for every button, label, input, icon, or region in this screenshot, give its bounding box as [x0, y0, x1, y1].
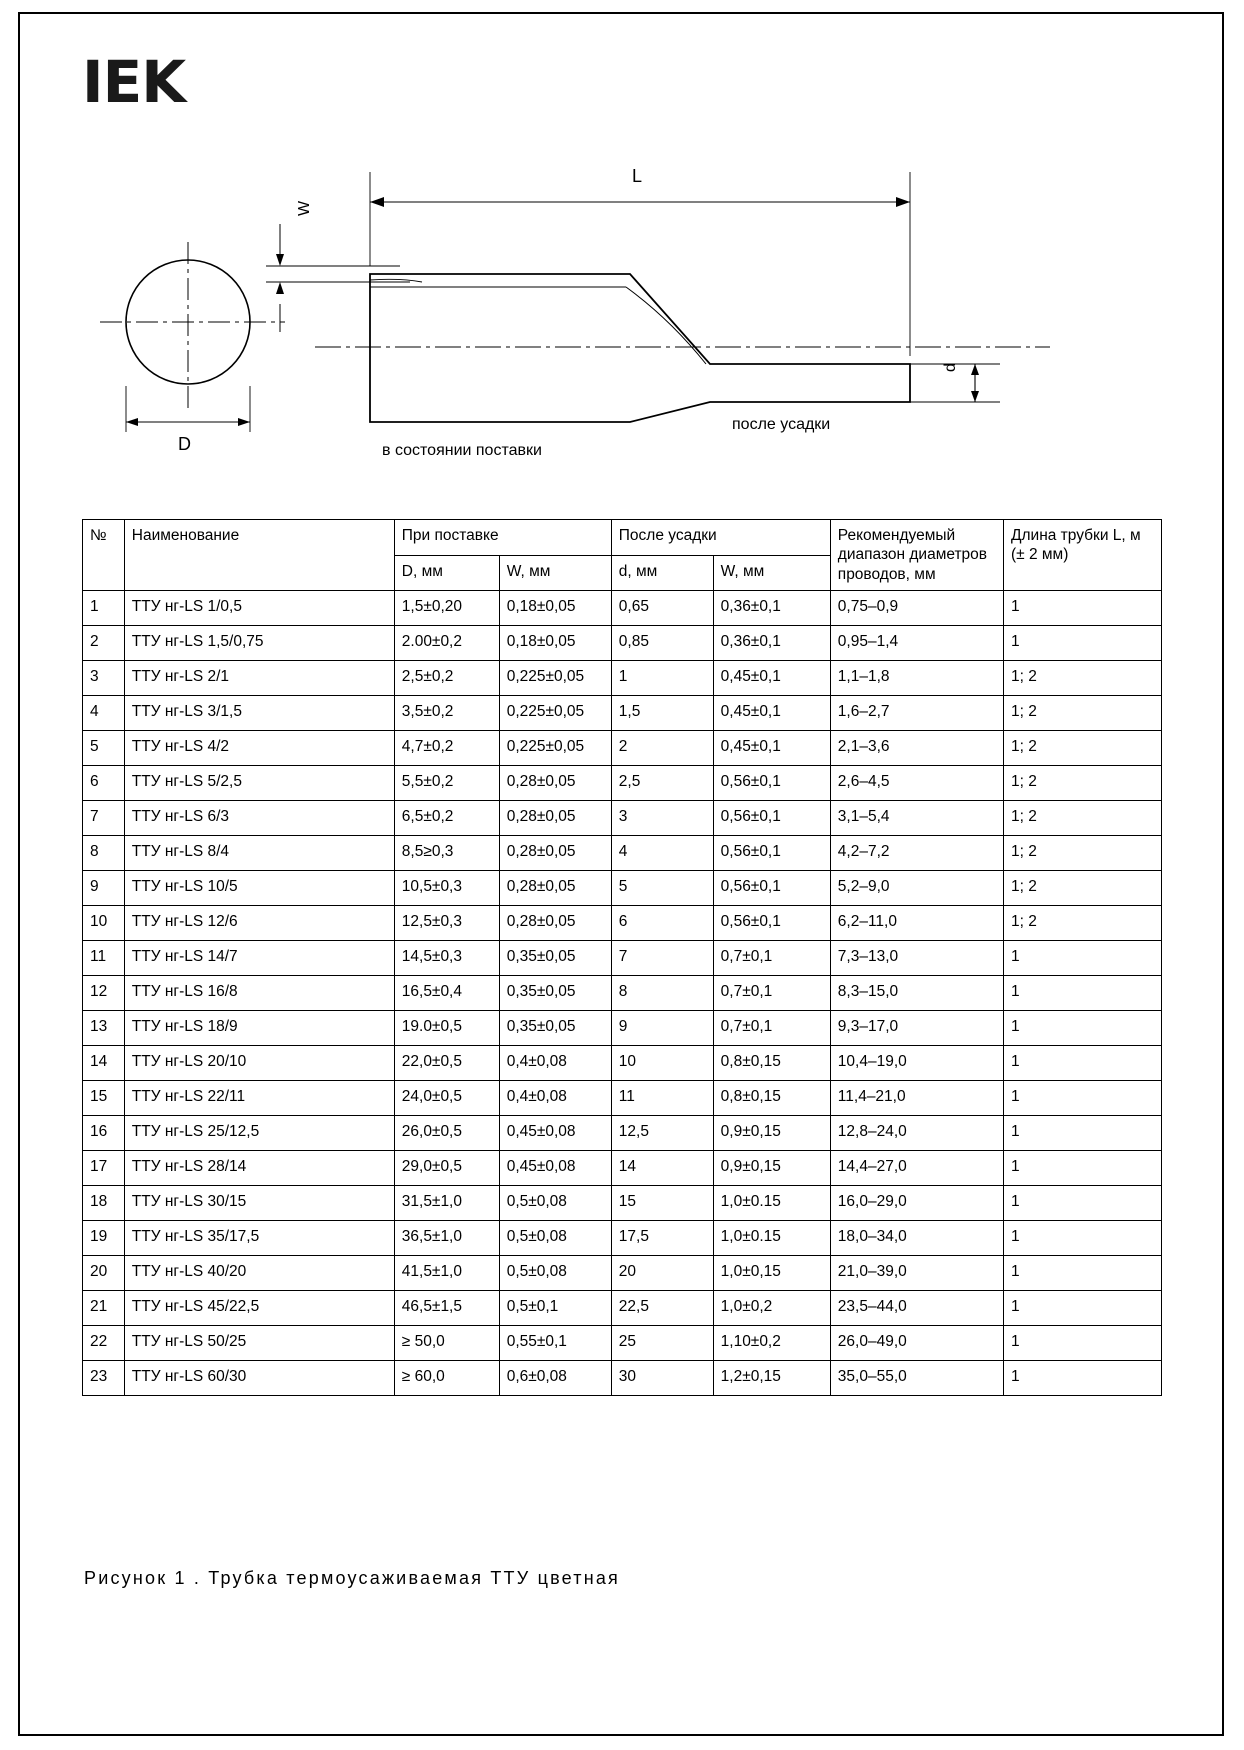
cell-d-supply: ≥ 50,0: [394, 1326, 499, 1361]
cell-d-supply: 19.0±0,5: [394, 1011, 499, 1046]
table-body: [83, 591, 1162, 1396]
table-row: [83, 696, 1162, 731]
table-row: [83, 976, 1162, 1011]
cell-d-shrink: 15: [611, 1186, 713, 1221]
cell-length: 1: [1004, 626, 1162, 661]
cell-name: ТТУ нг-LS 1,5/0,75: [124, 626, 394, 661]
cell-w-shrink: 0,7±0,1: [713, 1011, 830, 1046]
cell-d-supply: 26,0±0,5: [394, 1116, 499, 1151]
cell-num: 6: [83, 766, 125, 801]
cell-range: 9,3–17,0: [830, 1011, 1003, 1046]
table-row: [83, 1081, 1162, 1116]
cell-w-supply: 0,18±0,05: [499, 591, 611, 626]
cell-length: 1: [1004, 1186, 1162, 1221]
cell-length: 1: [1004, 1256, 1162, 1291]
cell-name: ТТУ нг-LS 40/20: [124, 1256, 394, 1291]
cell-range: 8,3–15,0: [830, 976, 1003, 1011]
table-row: [83, 1326, 1162, 1361]
cell-d-shrink: 8: [611, 976, 713, 1011]
cell-name: ТТУ нг-LS 50/25: [124, 1326, 394, 1361]
table-row: [83, 626, 1162, 661]
cell-range: 4,2–7,2: [830, 836, 1003, 871]
cell-d-shrink: 20: [611, 1256, 713, 1291]
cell-d-supply: 31,5±1,0: [394, 1186, 499, 1221]
cell-d-supply: 41,5±1,0: [394, 1256, 499, 1291]
cell-d-supply: 46,5±1,5: [394, 1291, 499, 1326]
header-length: Длина трубки L, м (± 2 мм): [1004, 520, 1162, 591]
table-row: [83, 1046, 1162, 1081]
cell-d-supply: 29,0±0,5: [394, 1151, 499, 1186]
cell-w-supply: 0,18±0,05: [499, 626, 611, 661]
cell-d-supply: 6,5±0,2: [394, 801, 499, 836]
cell-length: 1: [1004, 1011, 1162, 1046]
table-row: [83, 1361, 1162, 1396]
cell-w-supply: 0,55±0,1: [499, 1326, 611, 1361]
cell-length: 1: [1004, 941, 1162, 976]
cell-w-supply: 0,5±0,08: [499, 1256, 611, 1291]
cell-length: 1: [1004, 1326, 1162, 1361]
cell-d-shrink: 11: [611, 1081, 713, 1116]
label-l: L: [632, 166, 643, 186]
cell-d-supply: 1,5±0,20: [394, 591, 499, 626]
cell-length: 1: [1004, 1046, 1162, 1081]
cell-w-shrink: 0,8±0,15: [713, 1046, 830, 1081]
cell-d-supply: 12,5±0,3: [394, 906, 499, 941]
cell-range: 35,0–55,0: [830, 1361, 1003, 1396]
cell-num: 12: [83, 976, 125, 1011]
cell-length: 1: [1004, 1151, 1162, 1186]
cell-length: 1; 2: [1004, 696, 1162, 731]
cell-length: 1; 2: [1004, 661, 1162, 696]
cell-num: 7: [83, 801, 125, 836]
header-d-supply: D, мм: [394, 555, 499, 591]
table-row: [83, 1291, 1162, 1326]
cell-d-shrink: 9: [611, 1011, 713, 1046]
cell-num: 3: [83, 661, 125, 696]
cell-range: 1,6–2,7: [830, 696, 1003, 731]
cell-length: 1; 2: [1004, 731, 1162, 766]
cell-d-supply: 10,5±0,3: [394, 871, 499, 906]
table-row: [83, 836, 1162, 871]
header-w-shrink: W, мм: [713, 555, 830, 591]
cell-w-shrink: 0,9±0,15: [713, 1151, 830, 1186]
cell-name: ТТУ нг-LS 3/1,5: [124, 696, 394, 731]
cell-name: ТТУ нг-LS 5/2,5: [124, 766, 394, 801]
cell-num: 1: [83, 591, 125, 626]
cell-w-supply: 0,225±0,05: [499, 731, 611, 766]
cell-d-shrink: 30: [611, 1361, 713, 1396]
header-name: Наименование: [124, 520, 394, 591]
label-d-small: d: [942, 363, 959, 372]
cell-d-supply: 5,5±0,2: [394, 766, 499, 801]
cell-w-supply: 0,28±0,05: [499, 871, 611, 906]
cell-length: 1; 2: [1004, 766, 1162, 801]
cell-w-shrink: 1,10±0,2: [713, 1326, 830, 1361]
label-w: W: [296, 200, 313, 216]
cell-range: 23,5–44,0: [830, 1291, 1003, 1326]
cell-num: 5: [83, 731, 125, 766]
drawing-svg: [70, 154, 1170, 474]
cell-d-shrink: 5: [611, 871, 713, 906]
cell-d-supply: 2,5±0,2: [394, 661, 499, 696]
cell-range: 0,95–1,4: [830, 626, 1003, 661]
table-row: [83, 871, 1162, 906]
cell-w-supply: 0,35±0,05: [499, 941, 611, 976]
table-row: [83, 1256, 1162, 1291]
cell-name: ТТУ нг-LS 1/0,5: [124, 591, 394, 626]
cell-d-shrink: 6: [611, 906, 713, 941]
cell-range: 11,4–21,0: [830, 1081, 1003, 1116]
cell-w-shrink: 0,9±0,15: [713, 1116, 830, 1151]
table-row: [83, 1186, 1162, 1221]
table-row: [83, 1151, 1162, 1186]
cell-num: 4: [83, 696, 125, 731]
cell-num: 9: [83, 871, 125, 906]
cell-w-supply: 0,35±0,05: [499, 1011, 611, 1046]
cell-w-shrink: 0,8±0,15: [713, 1081, 830, 1116]
table-row: [83, 1011, 1162, 1046]
cell-w-supply: 0,28±0,05: [499, 766, 611, 801]
cell-w-shrink: 1,0±0,2: [713, 1291, 830, 1326]
table-row: [83, 941, 1162, 976]
cell-d-shrink: 2: [611, 731, 713, 766]
figure-caption: Рисунок 1 . Трубка термоусаживаемая ТТУ цветная: [84, 1568, 621, 1588]
cell-length: 1: [1004, 591, 1162, 626]
cell-name: ТТУ нг-LS 10/5: [124, 871, 394, 906]
cell-d-shrink: 1,5: [611, 696, 713, 731]
cell-range: 21,0–39,0: [830, 1256, 1003, 1291]
cell-d-shrink: 0,65: [611, 591, 713, 626]
spec-table-wrap: [82, 519, 1162, 1396]
cell-length: 1: [1004, 1116, 1162, 1151]
cell-range: 14,4–27,0: [830, 1151, 1003, 1186]
cell-d-shrink: 7: [611, 941, 713, 976]
cell-w-supply: 0,28±0,05: [499, 836, 611, 871]
table-head: [83, 520, 1162, 591]
cell-num: 2: [83, 626, 125, 661]
cell-range: 18,0–34,0: [830, 1221, 1003, 1256]
cell-range: 6,2–11,0: [830, 906, 1003, 941]
cell-name: ТТУ нг-LS 28/14: [124, 1151, 394, 1186]
cell-w-shrink: 1,0±0.15: [713, 1186, 830, 1221]
cell-d-shrink: 25: [611, 1326, 713, 1361]
cell-w-shrink: 0,45±0,1: [713, 731, 830, 766]
cell-d-supply: 4,7±0,2: [394, 731, 499, 766]
cell-w-shrink: 1,0±0.15: [713, 1221, 830, 1256]
cell-num: 23: [83, 1361, 125, 1396]
label-supply-state: в состоянии поставки: [382, 442, 542, 459]
cell-range: 0,75–0,9: [830, 591, 1003, 626]
cell-range: 26,0–49,0: [830, 1326, 1003, 1361]
cell-w-shrink: 0,36±0,1: [713, 591, 830, 626]
cell-range: 3,1–5,4: [830, 801, 1003, 836]
cell-w-supply: 0,5±0,08: [499, 1186, 611, 1221]
cell-num: 18: [83, 1186, 125, 1221]
cell-w-supply: 0,225±0,05: [499, 696, 611, 731]
cell-w-shrink: 0,56±0,1: [713, 766, 830, 801]
cell-name: ТТУ нг-LS 22/11: [124, 1081, 394, 1116]
cell-length: 1; 2: [1004, 836, 1162, 871]
technical-drawing: [70, 154, 1170, 474]
table-row: [83, 1116, 1162, 1151]
cell-num: 15: [83, 1081, 125, 1116]
cell-num: 16: [83, 1116, 125, 1151]
cell-num: 19: [83, 1221, 125, 1256]
cell-w-shrink: 0,36±0,1: [713, 626, 830, 661]
cell-d-shrink: 17,5: [611, 1221, 713, 1256]
cell-w-shrink: 0,56±0,1: [713, 836, 830, 871]
cell-length: 1; 2: [1004, 906, 1162, 941]
cell-d-supply: 22,0±0,5: [394, 1046, 499, 1081]
cell-name: ТТУ нг-LS 45/22,5: [124, 1291, 394, 1326]
cell-name: ТТУ нг-LS 12/6: [124, 906, 394, 941]
cell-name: ТТУ нг-LS 60/30: [124, 1361, 394, 1396]
cell-w-supply: 0,4±0,08: [499, 1046, 611, 1081]
cell-name: ТТУ нг-LS 6/3: [124, 801, 394, 836]
cell-range: 2,6–4,5: [830, 766, 1003, 801]
cell-d-shrink: 10: [611, 1046, 713, 1081]
cell-length: 1; 2: [1004, 871, 1162, 906]
cell-w-shrink: 0,7±0,1: [713, 976, 830, 1011]
header-on-supply: При поставке: [394, 520, 611, 556]
cell-d-supply: 14,5±0,3: [394, 941, 499, 976]
cell-w-shrink: 0,7±0,1: [713, 941, 830, 976]
cell-length: 1: [1004, 1361, 1162, 1396]
table-row: [83, 661, 1162, 696]
cell-num: 14: [83, 1046, 125, 1081]
table-row: [83, 906, 1162, 941]
cell-w-shrink: 0,56±0,1: [713, 906, 830, 941]
table-header-row-1: [83, 520, 1162, 556]
cell-range: 7,3–13,0: [830, 941, 1003, 976]
cell-length: 1: [1004, 1081, 1162, 1116]
cell-d-supply: 24,0±0,5: [394, 1081, 499, 1116]
cell-name: ТТУ нг-LS 16/8: [124, 976, 394, 1011]
cell-num: 10: [83, 906, 125, 941]
cell-name: ТТУ нг-LS 4/2: [124, 731, 394, 766]
cell-range: 16,0–29,0: [830, 1186, 1003, 1221]
iek-logo: IEK: [82, 48, 186, 116]
cell-range: 10,4–19,0: [830, 1046, 1003, 1081]
cell-d-shrink: 0,85: [611, 626, 713, 661]
table-row: [83, 766, 1162, 801]
cell-d-shrink: 2,5: [611, 766, 713, 801]
cell-name: ТТУ нг-LS 30/15: [124, 1186, 394, 1221]
cell-w-shrink: 0,45±0,1: [713, 696, 830, 731]
label-d-big: D: [178, 434, 191, 454]
cell-w-supply: 0,6±0,08: [499, 1361, 611, 1396]
cell-num: 11: [83, 941, 125, 976]
header-d-shrink: d, мм: [611, 555, 713, 591]
cell-w-supply: 0,28±0,05: [499, 801, 611, 836]
table-row: [83, 1221, 1162, 1256]
table-row: [83, 801, 1162, 836]
cell-d-supply: 8,5≥0,3: [394, 836, 499, 871]
cell-w-shrink: 0,56±0,1: [713, 801, 830, 836]
cell-w-shrink: 1,0±0,15: [713, 1256, 830, 1291]
cell-name: ТТУ нг-LS 25/12,5: [124, 1116, 394, 1151]
cell-d-shrink: 14: [611, 1151, 713, 1186]
cell-num: 13: [83, 1011, 125, 1046]
cell-d-shrink: 1: [611, 661, 713, 696]
cell-w-shrink: 1,2±0,15: [713, 1361, 830, 1396]
cell-d-supply: 2.00±0,2: [394, 626, 499, 661]
table-row: [83, 591, 1162, 626]
cell-w-supply: 0,4±0,08: [499, 1081, 611, 1116]
cell-d-supply: 16,5±0,4: [394, 976, 499, 1011]
cell-range: 2,1–3,6: [830, 731, 1003, 766]
header-w-supply: W, мм: [499, 555, 611, 591]
cell-num: 21: [83, 1291, 125, 1326]
cell-name: ТТУ нг-LS 8/4: [124, 836, 394, 871]
label-after-shrink: после усадки: [732, 416, 831, 433]
cell-name: ТТУ нг-LS 18/9: [124, 1011, 394, 1046]
cell-num: 22: [83, 1326, 125, 1361]
cell-name: ТТУ нг-LS 14/7: [124, 941, 394, 976]
cell-length: 1: [1004, 1221, 1162, 1256]
cell-num: 20: [83, 1256, 125, 1291]
cell-num: 8: [83, 836, 125, 871]
cell-w-supply: 0,5±0,1: [499, 1291, 611, 1326]
cell-d-shrink: 4: [611, 836, 713, 871]
cell-d-supply: 3,5±0,2: [394, 696, 499, 731]
cell-w-shrink: 0,56±0,1: [713, 871, 830, 906]
header-after-shrink: После усадки: [611, 520, 830, 556]
cell-name: ТТУ нг-LS 2/1: [124, 661, 394, 696]
document-page: [18, 12, 1224, 1736]
cell-d-shrink: 22,5: [611, 1291, 713, 1326]
cell-num: 17: [83, 1151, 125, 1186]
cell-d-shrink: 12,5: [611, 1116, 713, 1151]
cell-w-shrink: 0,45±0,1: [713, 661, 830, 696]
header-recommended-range: Рекомендуемый диапазон диаметров проводов, мм: [830, 520, 1003, 591]
spec-table: [82, 519, 1162, 1396]
cell-range: 5,2–9,0: [830, 871, 1003, 906]
cell-w-supply: 0,5±0,08: [499, 1221, 611, 1256]
cell-length: 1; 2: [1004, 801, 1162, 836]
cell-w-supply: 0,35±0,05: [499, 976, 611, 1011]
cell-length: 1: [1004, 976, 1162, 1011]
cell-d-shrink: 3: [611, 801, 713, 836]
cell-range: 1,1–1,8: [830, 661, 1003, 696]
cell-w-supply: 0,28±0,05: [499, 906, 611, 941]
cell-d-supply: 36,5±1,0: [394, 1221, 499, 1256]
cell-name: ТТУ нг-LS 35/17,5: [124, 1221, 394, 1256]
cell-w-supply: 0,225±0,05: [499, 661, 611, 696]
cell-range: 12,8–24,0: [830, 1116, 1003, 1151]
header-num: №: [83, 520, 125, 591]
cell-name: ТТУ нг-LS 20/10: [124, 1046, 394, 1081]
cell-w-supply: 0,45±0,08: [499, 1116, 611, 1151]
cell-w-supply: 0,45±0,08: [499, 1151, 611, 1186]
table-row: [83, 731, 1162, 766]
cell-length: 1: [1004, 1291, 1162, 1326]
cell-d-supply: ≥ 60,0: [394, 1361, 499, 1396]
